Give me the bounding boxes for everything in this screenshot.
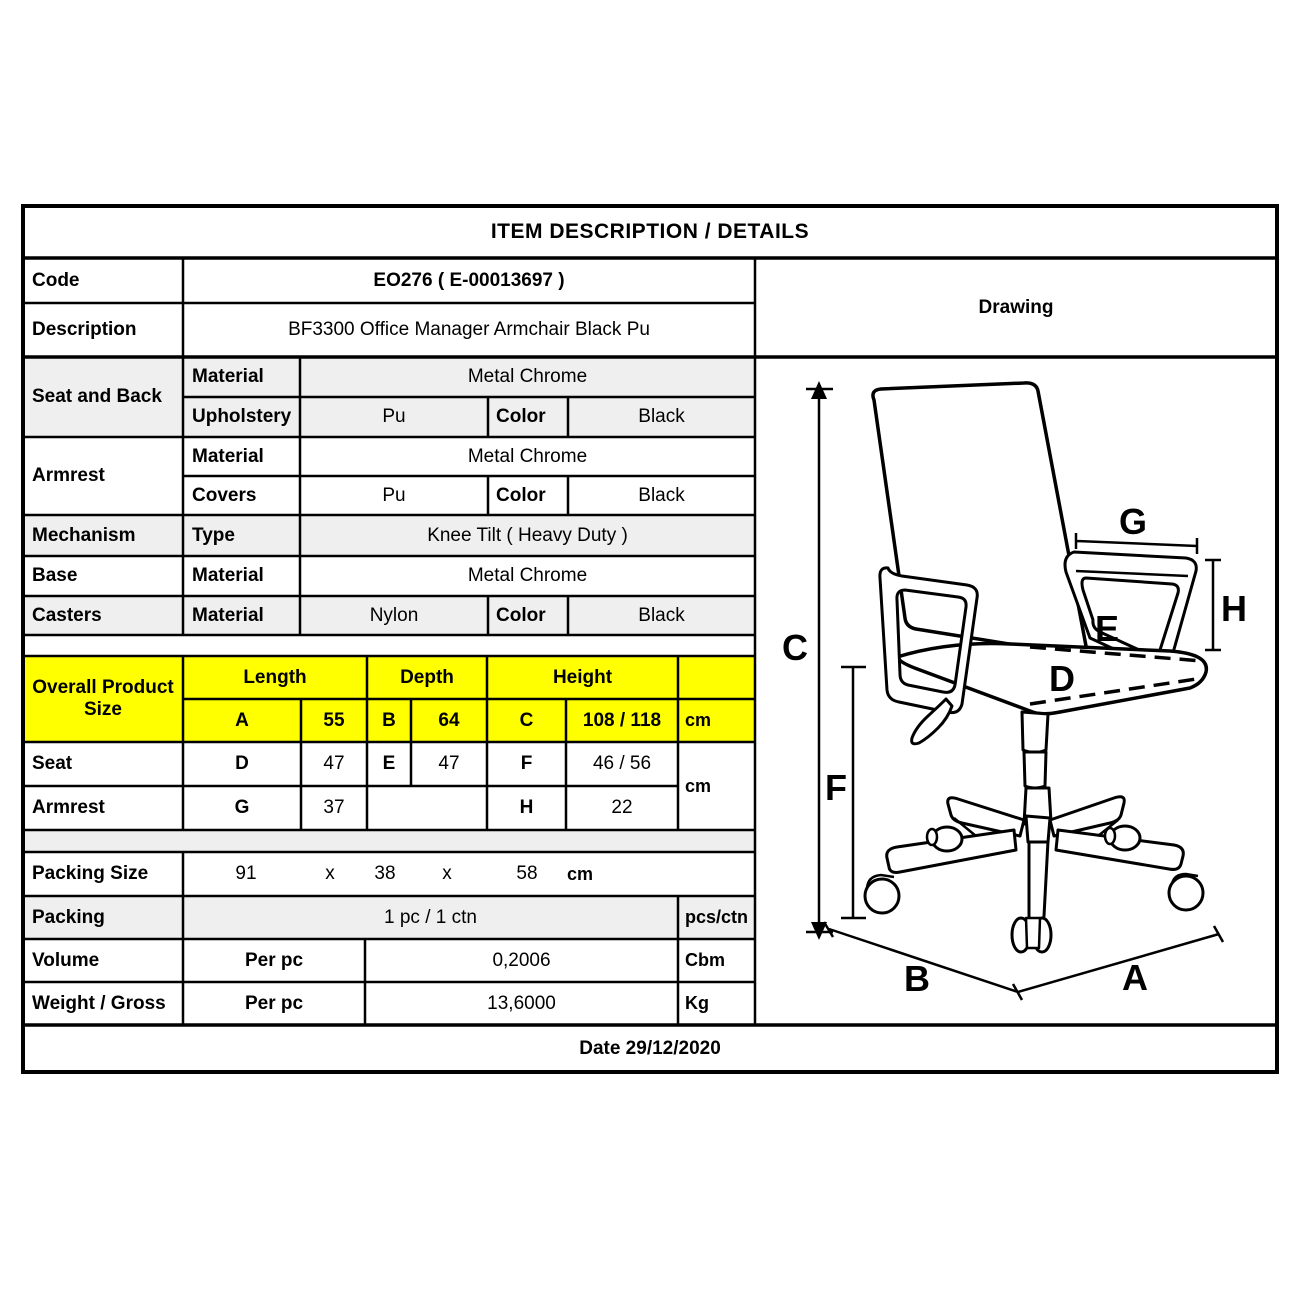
- armrest-color-label: Color: [496, 484, 546, 506]
- base-material-value: Metal Chrome: [467, 565, 588, 587]
- overall-size-label-line2: Size: [83, 699, 123, 720]
- covers-label: Covers: [192, 484, 257, 506]
- overall-size-label-line1: Overall Product: [32, 677, 174, 699]
- seat-and-back-material-label: Material: [192, 366, 264, 388]
- chair-gas-lift: [1022, 712, 1051, 824]
- packing-size-v1: 91: [235, 863, 257, 885]
- date-row: Date 29/12/2020: [579, 1037, 721, 1059]
- armrest-color-value: Black: [638, 484, 685, 506]
- seat-e-value: 47: [438, 753, 460, 775]
- mechanism-label: Mechanism: [32, 524, 136, 546]
- description-value: BF3300 Office Manager Armchair Black Pu: [288, 319, 650, 341]
- volume-value: 0,2006: [492, 949, 551, 971]
- overall-c-value: 108 / 118: [582, 709, 662, 731]
- dim-label-b: B: [904, 958, 930, 999]
- base-label: Base: [32, 565, 78, 587]
- depth-header: Depth: [400, 666, 454, 688]
- overall-b-key: B: [382, 709, 396, 731]
- seat-and-back-material-value: Metal Chrome: [467, 366, 588, 388]
- armrest-h-key: H: [519, 797, 534, 819]
- seat-size-label: Seat: [32, 753, 73, 775]
- casters-color-value: Black: [638, 604, 685, 626]
- overall-a-key: A: [235, 709, 249, 731]
- seat-f-value: 46 / 56: [592, 753, 652, 775]
- overall-a-value: 55: [323, 709, 345, 731]
- armrest-h-value: 22: [611, 797, 633, 819]
- overall-c-key: C: [519, 709, 534, 731]
- chair-backrest: [873, 383, 1087, 655]
- mechanism-type-label: Type: [192, 524, 235, 546]
- packing-size-unit: cm: [566, 863, 593, 884]
- upholstery-value: Pu: [382, 406, 406, 428]
- casters-color-label: Color: [496, 604, 546, 626]
- drawing-header: Drawing: [978, 296, 1054, 318]
- base-material-label: Material: [192, 565, 264, 587]
- packing-unit: pcs/ctn: [685, 907, 749, 928]
- seat-and-back-label: Seat and Back: [32, 386, 162, 408]
- overall-unit: cm: [685, 710, 712, 731]
- dim-label-g: G: [1118, 501, 1148, 542]
- code-value: EO276 ( E-00013697 ): [373, 269, 565, 291]
- seat-e-key: E: [382, 753, 396, 775]
- upholstery-label: Upholstery: [192, 406, 292, 428]
- description-label: Description: [32, 319, 137, 341]
- packing-size-x2: x: [442, 863, 452, 885]
- volume-per: Per pc: [244, 949, 304, 971]
- dim-label-a: A: [1122, 957, 1148, 998]
- office-chair-drawing: [782, 381, 1247, 1000]
- packing-size-values: [183, 852, 755, 896]
- weight-label: Weight / Gross: [32, 992, 166, 1014]
- casters-label: Casters: [32, 604, 102, 626]
- height-header: Height: [552, 666, 613, 688]
- mechanism-type-value: Knee Tilt ( Heavy Duty ): [427, 524, 628, 546]
- dim-label-c: C: [782, 627, 808, 668]
- armrest-size-label: Armrest: [32, 797, 105, 819]
- armrest-material-label: Material: [192, 445, 264, 467]
- chair-armrest-left: [880, 568, 977, 713]
- packing-size-x1: x: [325, 863, 335, 885]
- packing-size-v2: 38: [374, 863, 396, 885]
- weight-value: 13,6000: [487, 992, 556, 1014]
- seat-f-key: F: [520, 753, 533, 775]
- weight-unit: Kg: [685, 993, 709, 1014]
- length-header: Length: [243, 666, 307, 688]
- armrest-g-key: G: [234, 797, 250, 819]
- armrest-g-value: 37: [323, 797, 345, 819]
- seat-and-back-color-label: Color: [496, 406, 546, 428]
- code-label: Code: [32, 269, 80, 291]
- packing-value: 1 pc / 1 ctn: [384, 906, 477, 928]
- volume-label: Volume: [32, 949, 100, 971]
- armrest-label: Armrest: [32, 465, 105, 487]
- seat-d-key: D: [235, 753, 249, 775]
- dim-label-e: E: [1094, 608, 1120, 649]
- packing-label: Packing: [32, 906, 105, 928]
- sheet-title: ITEM DESCRIPTION / DETAILS: [490, 219, 810, 243]
- weight-per: Per pc: [244, 992, 304, 1014]
- chair-base: [887, 797, 1184, 923]
- packing-size-label: Packing Size: [32, 863, 149, 885]
- seat-armrest-unit: cm: [685, 775, 712, 796]
- overall-size-label: [23, 656, 183, 742]
- overall-b-value: 64: [438, 709, 460, 731]
- casters-material-label: Material: [192, 604, 264, 626]
- seat-d-value: 47: [323, 753, 345, 775]
- armrest-material-value: Metal Chrome: [467, 445, 588, 467]
- casters-material-value: Nylon: [369, 604, 419, 626]
- dim-label-f: F: [825, 767, 847, 808]
- volume-unit: Cbm: [685, 950, 725, 971]
- dim-label-d: D: [1049, 658, 1075, 699]
- seat-and-back-color-value: Black: [638, 406, 685, 428]
- packing-size-v3: 58: [516, 863, 538, 885]
- covers-value: Pu: [382, 484, 406, 506]
- dim-label-h: H: [1221, 588, 1247, 629]
